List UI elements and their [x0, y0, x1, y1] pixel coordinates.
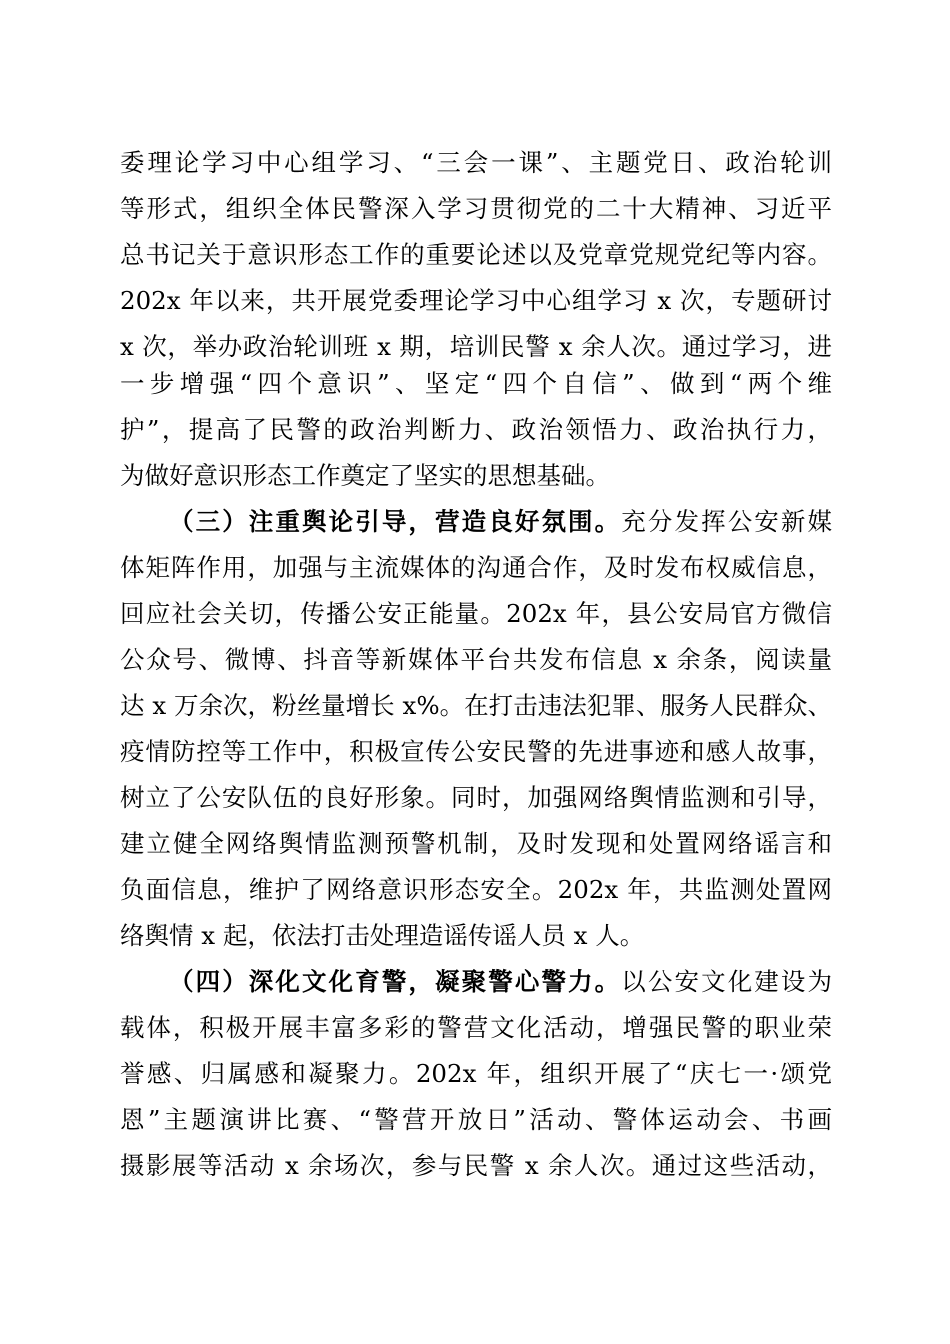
- paragraph-line: 202x 年以来，共开展党委理论学习中心组学习 x 次，专题研讨: [120, 286, 832, 315]
- paragraph-line: 达 x 万余次，粉丝量增长 x%。在打击违法犯罪、服务人民群众、: [120, 691, 832, 720]
- paragraph-text: 充分发挥公安新媒: [621, 507, 832, 536]
- paragraph-line: 委理论学习中心组学习、“三会一课”、主题党日、政治轮训: [120, 148, 832, 177]
- paragraph-line: 络舆情 x 起，依法打击处理造谣传谣人员 x 人。: [120, 921, 645, 950]
- paragraph-line: 回应社会关切，传播公安正能量。202x 年，县公安局官方微信: [120, 599, 832, 628]
- paragraph-line: 体矩阵作用，加强与主流媒体的沟通合作，及时发布权威信息，: [120, 553, 832, 582]
- paragraph-line: 恩”主题演讲比赛、“警营开放日”活动、警体运动会、书画: [120, 1105, 832, 1134]
- section-heading-4: （四）深化文化育警，凝聚警心警力。: [169, 967, 622, 996]
- paragraph-line: 载体，积极开展丰富多彩的警营文化活动，增强民警的职业荣: [120, 1013, 832, 1042]
- section-heading-3: （三）注重舆论引导，营造良好氛围。: [169, 507, 622, 536]
- paragraph-line: 建立健全网络舆情监测预警机制，及时发现和处置网络谣言和: [120, 829, 832, 858]
- paragraph-line: 树立了公安队伍的良好形象。同时，加强网络舆情监测和引导，: [120, 783, 832, 812]
- paragraph-line: 誉感、归属感和凝聚力。202x 年，组织开展了“庆七一·颂党: [120, 1059, 832, 1088]
- paragraph-line: 护”，提高了民警的政治判断力、政治领悟力、政治执行力，: [120, 415, 832, 444]
- paragraph-text: 以公安文化建设为: [621, 967, 832, 996]
- paragraph-line: 一步增强“四个意识”、坚定“四个自信”、做到“两个维: [120, 369, 832, 398]
- paragraph-first-line: [169, 505, 832, 539]
- paragraph-line: x 次，举办政治轮训班 x 期，培训民警 x 余人次。通过学习，进: [120, 332, 832, 361]
- paragraph-line: 疫情防控等工作中，积极宣传公安民警的先进事迹和感人故事，: [120, 737, 832, 766]
- paragraph-line: 总书记关于意识形态工作的重要论述以及党章党规党纪等内容。: [120, 240, 832, 269]
- paragraph-first-line: [169, 965, 832, 999]
- paragraph-line: 等形式，组织全体民警深入学习贯彻党的二十大精神、习近平: [120, 194, 832, 223]
- paragraph-line: 为做好意识形态工作奠定了坚实的思想基础。: [120, 461, 610, 490]
- paragraph-line: 负面信息，维护了网络意识形态安全。202x 年，共监测处置网: [120, 875, 832, 904]
- paragraph-line: 公众号、微博、抖音等新媒体平台共发布信息 x 余条，阅读量: [120, 645, 832, 674]
- paragraph-line: 摄影展等活动 x 余场次，参与民警 x 余人次。通过这些活动，: [120, 1151, 832, 1180]
